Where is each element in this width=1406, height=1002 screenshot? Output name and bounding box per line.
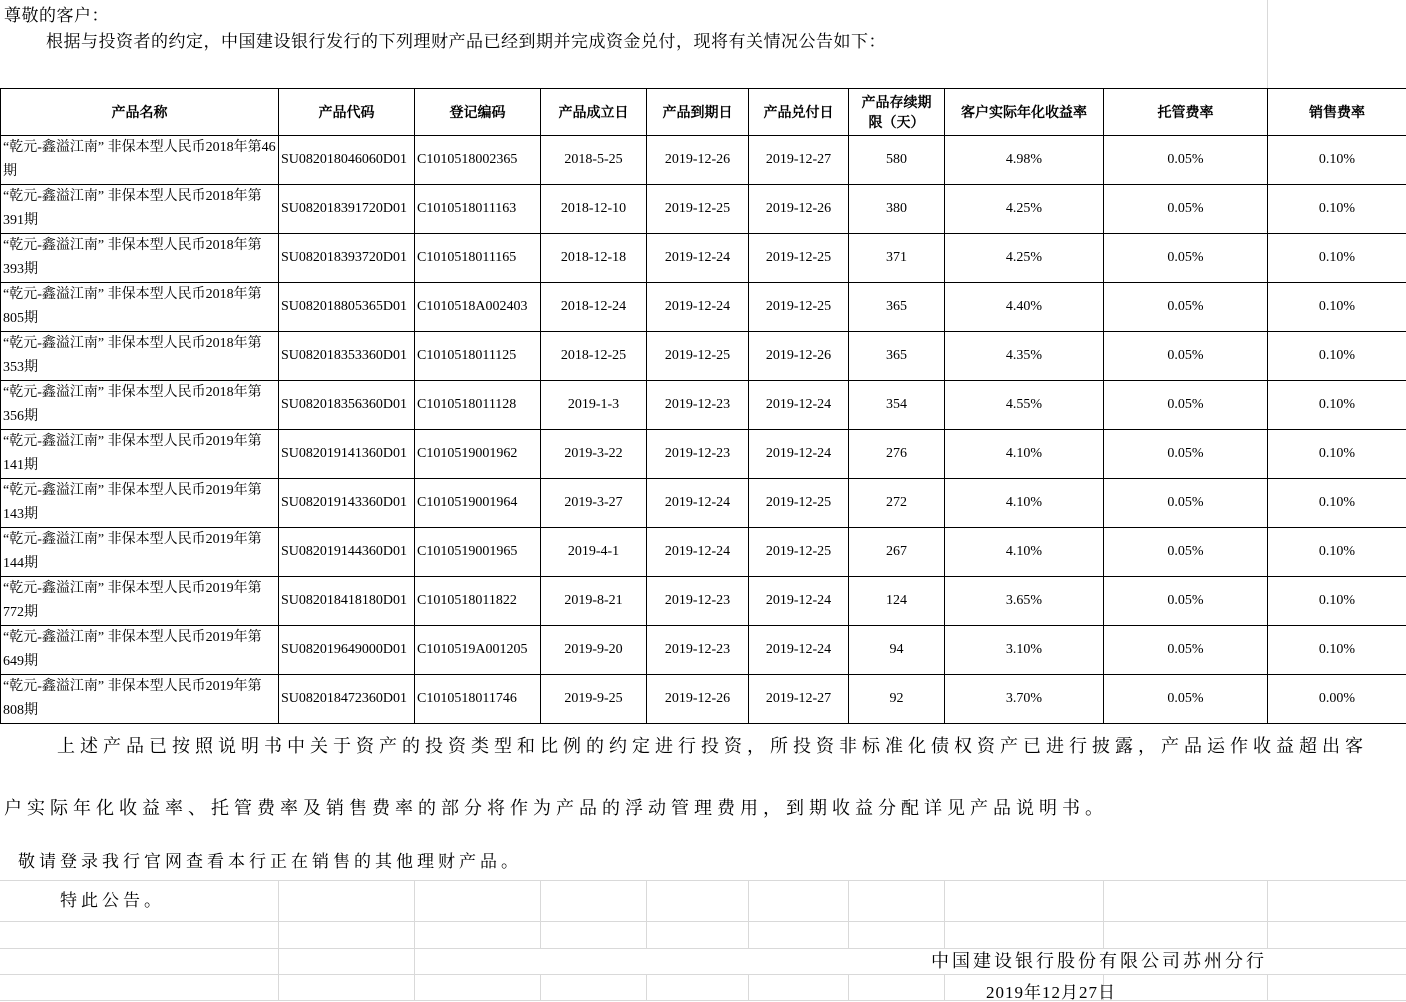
cell-r12-c8: 3.70% — [945, 675, 1104, 724]
cell-r4-c6: 2019-12-25 — [749, 283, 849, 332]
cell-r9-c4: 2019-4-1 — [541, 528, 647, 577]
cell-r7-c9: 0.05% — [1104, 430, 1268, 479]
cell-r8-c10: 0.10% — [1268, 479, 1406, 528]
cell-r3-c5: 2019-12-24 — [647, 234, 749, 283]
gridline-vertical — [278, 880, 279, 948]
cell-r6-c7: 354 — [849, 381, 945, 430]
gridline-vertical — [646, 974, 647, 1000]
cell-r10-c2: SU082018418180D01 — [279, 577, 415, 626]
cell-r11-c8: 3.10% — [945, 626, 1104, 675]
cell-r1-c5: 2019-12-26 — [647, 136, 749, 185]
cell-r1-c8: 4.98% — [945, 136, 1104, 185]
gridline-vertical — [414, 880, 415, 948]
cell-r2-c6: 2019-12-26 — [749, 185, 849, 234]
cell-r5-c4: 2018-12-25 — [541, 332, 647, 381]
cell-r12-c3: C1010518011746 — [415, 675, 541, 724]
cell-r5-c1: “乾元-鑫溢江南” 非保本型人民币2018年第353期 — [1, 332, 279, 381]
column-header-4: 产品成立日 — [541, 89, 647, 136]
disclosure-paragraph-line2: 户实际年化收益率、托管费率及销售费率的部分将作为产品的浮动管理费用，到期收益分配详见产品说明书。 — [4, 798, 1108, 818]
cell-r9-c7: 267 — [849, 528, 945, 577]
cell-r2-c7: 380 — [849, 185, 945, 234]
gridline-vertical — [540, 880, 541, 948]
gridline-horizontal — [0, 921, 1406, 922]
cell-r4-c5: 2019-12-24 — [647, 283, 749, 332]
cell-r9-c1: “乾元-鑫溢江南” 非保本型人民币2019年第144期 — [1, 528, 279, 577]
cell-r6-c4: 2019-1-3 — [541, 381, 647, 430]
gridline-vertical — [414, 948, 415, 974]
announcement-date: 2019年12月27日 — [986, 983, 1116, 1002]
cell-r9-c5: 2019-12-24 — [647, 528, 749, 577]
table-row — [1, 332, 1406, 381]
cell-r9-c6: 2019-12-25 — [749, 528, 849, 577]
issuer-signature: 中国建设银行股份有限公司苏州分行 — [931, 951, 1267, 971]
cell-r12-c1: “乾元-鑫溢江南” 非保本型人民币2019年第808期 — [1, 675, 279, 724]
cell-r7-c2: SU082019141360D01 — [279, 430, 415, 479]
cell-r4-c7: 365 — [849, 283, 945, 332]
cell-r1-c3: C1010518002365 — [415, 136, 541, 185]
gridline-vertical — [414, 974, 415, 1000]
cell-r7-c3: C1010519001962 — [415, 430, 541, 479]
column-header-5: 产品到期日 — [647, 89, 749, 136]
gridline-horizontal — [0, 1000, 1406, 1001]
cell-r3-c6: 2019-12-25 — [749, 234, 849, 283]
cell-r3-c10: 0.10% — [1268, 234, 1406, 283]
cell-r4-c10: 0.10% — [1268, 283, 1406, 332]
cell-r5-c7: 365 — [849, 332, 945, 381]
cell-r3-c4: 2018-12-18 — [541, 234, 647, 283]
gridline-vertical — [944, 974, 945, 1000]
cell-r10-c7: 124 — [849, 577, 945, 626]
cell-r2-c10: 0.10% — [1268, 185, 1406, 234]
cell-r12-c9: 0.05% — [1104, 675, 1268, 724]
gridline-horizontal — [0, 880, 1406, 881]
cell-r8-c8: 4.10% — [945, 479, 1104, 528]
column-header-8: 客户实际年化收益率 — [945, 89, 1104, 136]
cell-r1-c2: SU082018046060D01 — [279, 136, 415, 185]
closing-statement: 特此公告。 — [60, 891, 165, 910]
cell-r8-c6: 2019-12-25 — [749, 479, 849, 528]
cell-r3-c8: 4.25% — [945, 234, 1104, 283]
cell-r3-c2: SU082018393720D01 — [279, 234, 415, 283]
gridline-vertical — [278, 974, 279, 1000]
table-row — [1, 479, 1406, 528]
cell-r8-c2: SU082019143360D01 — [279, 479, 415, 528]
gridline-vertical — [748, 880, 749, 948]
cell-r10-c9: 0.05% — [1104, 577, 1268, 626]
cell-r1-c1: “乾元-鑫溢江南” 非保本型人民币2018年第46期 — [1, 136, 279, 185]
table-row — [1, 528, 1406, 577]
cell-r12-c4: 2019-9-25 — [541, 675, 647, 724]
cell-r11-c6: 2019-12-24 — [749, 626, 849, 675]
cell-r6-c1: “乾元-鑫溢江南” 非保本型人民币2018年第356期 — [1, 381, 279, 430]
cell-r2-c9: 0.05% — [1104, 185, 1268, 234]
cell-r6-c10: 0.10% — [1268, 381, 1406, 430]
table-header-row — [1, 89, 1406, 136]
cell-r5-c3: C1010518011125 — [415, 332, 541, 381]
cell-r8-c9: 0.05% — [1104, 479, 1268, 528]
cell-r11-c3: C1010519A001205 — [415, 626, 541, 675]
website-notice: 敬请登录我行官网查看本行正在销售的其他理财产品。 — [18, 852, 522, 871]
gridline-vertical — [278, 948, 279, 974]
cell-r5-c5: 2019-12-25 — [647, 332, 749, 381]
cell-r6-c3: C1010518011128 — [415, 381, 541, 430]
gridline-vertical — [1267, 0, 1268, 88]
cell-r9-c8: 4.10% — [945, 528, 1104, 577]
cell-r10-c6: 2019-12-24 — [749, 577, 849, 626]
cell-r5-c8: 4.35% — [945, 332, 1104, 381]
cell-r3-c9: 0.05% — [1104, 234, 1268, 283]
cell-r7-c5: 2019-12-23 — [647, 430, 749, 479]
cell-r8-c5: 2019-12-24 — [647, 479, 749, 528]
table-row — [1, 283, 1406, 332]
table-row — [1, 136, 1406, 185]
cell-r2-c1: “乾元-鑫溢江南” 非保本型人民币2018年第391期 — [1, 185, 279, 234]
gridline-vertical — [1103, 880, 1104, 948]
cell-r12-c10: 0.00% — [1268, 675, 1406, 724]
cell-r4-c8: 4.40% — [945, 283, 1104, 332]
cell-r11-c7: 94 — [849, 626, 945, 675]
cell-r10-c3: C1010518011822 — [415, 577, 541, 626]
cell-r9-c3: C1010519001965 — [415, 528, 541, 577]
column-header-6: 产品兑付日 — [749, 89, 849, 136]
cell-r4-c4: 2018-12-24 — [541, 283, 647, 332]
table-row — [1, 234, 1406, 283]
cell-r5-c10: 0.10% — [1268, 332, 1406, 381]
cell-r10-c1: “乾元-鑫溢江南” 非保本型人民币2019年第772期 — [1, 577, 279, 626]
cell-r6-c5: 2019-12-23 — [647, 381, 749, 430]
cell-r1-c9: 0.05% — [1104, 136, 1268, 185]
cell-r4-c3: C1010518A002403 — [415, 283, 541, 332]
cell-r3-c3: C1010518011165 — [415, 234, 541, 283]
table-row — [1, 381, 1406, 430]
cell-r12-c7: 92 — [849, 675, 945, 724]
cell-r2-c5: 2019-12-25 — [647, 185, 749, 234]
column-header-2: 产品代码 — [279, 89, 415, 136]
cell-r4-c1: “乾元-鑫溢江南” 非保本型人民币2018年第805期 — [1, 283, 279, 332]
cell-r1-c7: 580 — [849, 136, 945, 185]
cell-r4-c2: SU082018805365D01 — [279, 283, 415, 332]
cell-r9-c9: 0.05% — [1104, 528, 1268, 577]
table-row — [1, 626, 1406, 675]
cell-r11-c9: 0.05% — [1104, 626, 1268, 675]
cell-r6-c9: 0.05% — [1104, 381, 1268, 430]
cell-r10-c8: 3.65% — [945, 577, 1104, 626]
cell-r10-c5: 2019-12-23 — [647, 577, 749, 626]
cell-r2-c4: 2018-12-10 — [541, 185, 647, 234]
cell-r12-c6: 2019-12-27 — [749, 675, 849, 724]
table-row — [1, 430, 1406, 479]
column-header-10: 销售费率 — [1268, 89, 1406, 136]
cell-r3-c7: 371 — [849, 234, 945, 283]
cell-r11-c1: “乾元-鑫溢江南” 非保本型人民币2019年第649期 — [1, 626, 279, 675]
cell-r3-c1: “乾元-鑫溢江南” 非保本型人民币2018年第393期 — [1, 234, 279, 283]
cell-r4-c9: 0.05% — [1104, 283, 1268, 332]
cell-r5-c9: 0.05% — [1104, 332, 1268, 381]
gridline-vertical — [646, 880, 647, 948]
cell-r12-c2: SU082018472360D01 — [279, 675, 415, 724]
cell-r11-c4: 2019-9-20 — [541, 626, 647, 675]
product-table — [0, 88, 1406, 724]
cell-r11-c5: 2019-12-23 — [647, 626, 749, 675]
cell-r8-c3: C1010519001964 — [415, 479, 541, 528]
intro-line: 根据与投资者的约定，中国建设银行发行的下列理财产品已经到期并完成资金兑付，现将有关情况公告如下： — [46, 32, 886, 51]
cell-r5-c2: SU082018353360D01 — [279, 332, 415, 381]
cell-r1-c4: 2018-5-25 — [541, 136, 647, 185]
cell-r9-c2: SU082019144360D01 — [279, 528, 415, 577]
cell-r7-c10: 0.10% — [1268, 430, 1406, 479]
cell-r2-c8: 4.25% — [945, 185, 1104, 234]
gridline-vertical — [540, 974, 541, 1000]
cell-r11-c10: 0.10% — [1268, 626, 1406, 675]
cell-r11-c2: SU082019649000D01 — [279, 626, 415, 675]
gridline-vertical — [1267, 974, 1268, 1000]
cell-r2-c2: SU082018391720D01 — [279, 185, 415, 234]
cell-r1-c6: 2019-12-27 — [749, 136, 849, 185]
cell-r12-c5: 2019-12-26 — [647, 675, 749, 724]
column-header-9: 托管费率 — [1104, 89, 1268, 136]
cell-r2-c3: C1010518011163 — [415, 185, 541, 234]
cell-r7-c8: 4.10% — [945, 430, 1104, 479]
gridline-vertical — [848, 974, 849, 1000]
cell-r10-c10: 0.10% — [1268, 577, 1406, 626]
cell-r7-c6: 2019-12-24 — [749, 430, 849, 479]
column-header-1: 产品名称 — [1, 89, 279, 136]
gridline-horizontal — [0, 948, 1406, 949]
cell-r7-c4: 2019-3-22 — [541, 430, 647, 479]
table-row — [1, 185, 1406, 234]
column-header-7: 产品存续期限（天） — [849, 89, 945, 136]
gridline-vertical — [944, 880, 945, 948]
salutation: 尊敬的客户： — [4, 6, 109, 25]
table-row — [1, 577, 1406, 626]
cell-r8-c4: 2019-3-27 — [541, 479, 647, 528]
column-header-3: 登记编码 — [415, 89, 541, 136]
cell-r7-c1: “乾元-鑫溢江南” 非保本型人民币2019年第141期 — [1, 430, 279, 479]
table-row — [1, 675, 1406, 724]
cell-r6-c6: 2019-12-24 — [749, 381, 849, 430]
gridline-vertical — [848, 880, 849, 948]
disclosure-paragraph-line1: 上述产品已按照说明书中关于资产的投资类型和比例的约定进行投资，所投资非标准化债权资产已进行披露，产品运作收益超出客 — [57, 736, 1368, 756]
cell-r1-c10: 0.10% — [1268, 136, 1406, 185]
cell-r8-c7: 272 — [849, 479, 945, 528]
cell-r6-c2: SU082018356360D01 — [279, 381, 415, 430]
gridline-horizontal — [0, 974, 1406, 975]
cell-r9-c10: 0.10% — [1268, 528, 1406, 577]
cell-r6-c8: 4.55% — [945, 381, 1104, 430]
cell-r7-c7: 276 — [849, 430, 945, 479]
cell-r8-c1: “乾元-鑫溢江南” 非保本型人民币2019年第143期 — [1, 479, 279, 528]
cell-r5-c6: 2019-12-26 — [749, 332, 849, 381]
gridline-vertical — [748, 974, 749, 1000]
cell-r10-c4: 2019-8-21 — [541, 577, 647, 626]
gridline-vertical — [1267, 880, 1268, 948]
